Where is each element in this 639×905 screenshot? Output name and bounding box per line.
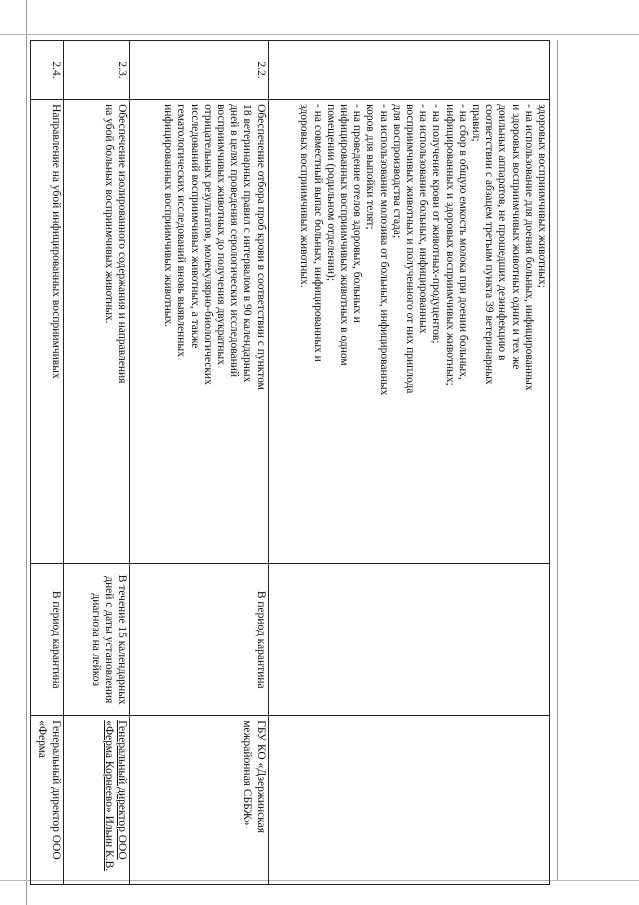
continuation-line: - на использование больных, инфицированных [417,104,430,334]
rotated-document-page [30,40,550,885]
measure-line: Обеспечение отбора проб крови в соответствии с пунктом [254,104,267,390]
continuation-line: правил; [469,104,482,142]
measure-cell [130,100,269,564]
row-number: 2.3. [63,41,130,100]
continuation-line: для воспроизводства стада; [390,104,403,239]
measure-line: Обеспечение изолированного содержания и направления [116,104,129,384]
scan-edge-right [557,40,558,880]
continuation-line: - на использование для доения больных, инфицированных [522,104,535,391]
continuation-line: и здоровых восприимчивых животных одних и тех же [509,104,522,370]
measure-line: восприимчивых животных до получения двукратных [215,104,228,365]
measure-line: инфицированных восприимчивых животных. [162,104,175,328]
deadline-cell-empty [268,564,549,716]
measure-cell [63,100,130,564]
continuation-line: - на сбор в общую емкость молока при доении больных, [456,104,469,380]
table-row-2-4 [31,41,64,885]
measure-line: отрицательных результатов, молекулярно-биологических [201,104,214,385]
responsible-cell: Генеральный директор ООО «Ферма [31,716,64,885]
continuation-line: здоровых восприимчивых животных. [298,104,311,288]
measure-line: исследований восприимчивых животных, а также [188,104,201,349]
continuation-line: - на совместный выпас больных, инфицированных и [311,104,324,362]
continuation-line: соответствии с абзацем третьим пункта 39 ветеринарных [483,104,496,385]
responsible-cell: Генеральный директор ООО «Ферма Корнеево» Ильин К.В. [63,716,130,885]
row-number: 2.4. [31,41,64,100]
continuation-line: помещении (родильном отделении); [324,104,337,282]
continuation-line: восприимчивых животных и полученного от них приплода [403,104,416,394]
num-cell-empty [268,41,549,100]
measure-line: дней в целях проведения серологических исследований [228,104,241,378]
table-row-continuation [268,41,549,885]
continuation-line: - на проведение отелов здоровых, больных и [351,104,364,323]
continuation-line: - на получение крови от животных-продуцентов; [430,104,443,344]
scan-edge-left [26,0,27,905]
measure-cell [31,100,64,564]
deadline-cell: В течение 15 календарных дней с даты установления диагноза на лейкоз [63,564,130,716]
row-number: 2.2. [130,41,269,100]
measures-table [30,40,550,885]
continuation-line: инфицированных восприимчивых животных в одном [337,104,350,366]
scan-edge-top [0,34,639,35]
measure-line: на убой больных восприимчивых животных. [102,104,115,324]
continuation-line: доильных аппаратов, не прошедших дезинфекцию в [496,104,509,361]
continuation-top-line: здоровых восприимчивых животных; [536,104,548,288]
measure-line: Направление на убой инфицированных восприимчивых [49,104,62,379]
measure-line: 18 ветеринарных правил с интервалом в 90 календарных [241,104,254,383]
continuation-line: коров для выпойки телят; [364,104,377,230]
responsible-cell: ГБУ КО «Дзержинская межрайонная СББЖ» [130,716,269,885]
responsible-cell-empty [268,716,549,885]
continuation-measure-cell [268,100,549,564]
continuation-line: инфицированных и здоровых восприимчивых животных; [443,104,456,386]
table-row-2-2 [130,41,269,885]
deadline-cell: В период карантина [130,564,269,716]
deadline-cell: В период карантина [31,564,64,716]
table-row-2-3 [63,41,130,885]
measure-line: гематологических исследований вновь выявленных [175,104,188,357]
continuation-line: - на использование молозива от больных, инфицированных [377,104,390,396]
